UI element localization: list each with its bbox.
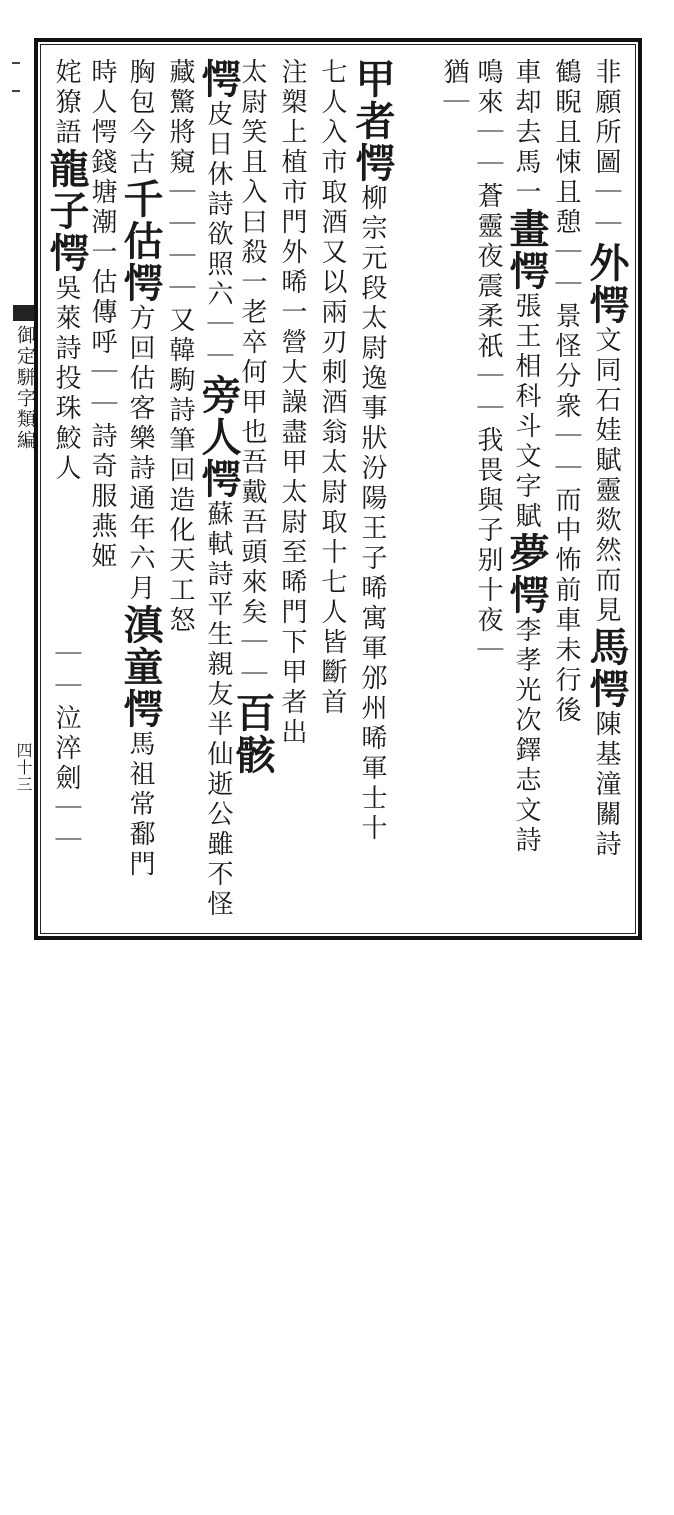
repeat-mark: ｜｜: [165, 178, 195, 242]
text-column: [349, 58, 396, 933]
repeat-mark: ｜｜: [87, 358, 117, 422]
entry-text: 柳宗元段太尉逸事狀汾陽王子晞寓軍邠州晞軍士十: [357, 184, 387, 844]
entry-text: 詩奇服燕姬: [87, 422, 117, 572]
entry-text: 吳萊詩投珠鮫人: [51, 274, 81, 484]
entry-text: 鳴來: [473, 58, 503, 118]
entry-heading: 百骸: [229, 692, 276, 776]
entry-text: 而中怖: [551, 486, 581, 576]
margin-tick: [12, 62, 20, 64]
entry-text: 七人入市取酒又以兩刃刺酒翁太尉取十七人皆斷首: [317, 58, 347, 718]
repeat-mark: ｜｜: [51, 794, 81, 858]
text-column: [583, 58, 630, 933]
entry-text: 時人愕: [87, 58, 117, 148]
entry-heading: 滇童愕: [117, 604, 164, 730]
entry-text: 蘇軾詩平生親友半仙逝公雖不怪: [203, 500, 233, 920]
entry-heading: 千估愕: [117, 178, 164, 304]
entry-text: 車却去馬一: [511, 58, 541, 208]
text-column: [160, 58, 200, 933]
entry-text: 蒼靈夜震柔祇: [473, 182, 503, 362]
entry-text: 我畏與子别十夜: [473, 426, 503, 636]
entry-heading: 畫愕: [503, 208, 550, 292]
repeat-mark: ｜｜: [591, 178, 621, 242]
text-column: [468, 58, 508, 933]
repeat-mark: ｜｜: [473, 362, 503, 426]
repeat-mark: ｜｜: [165, 242, 195, 306]
margin-tick: [12, 90, 20, 92]
text-column: [117, 58, 164, 933]
repeat-mark: ｜｜: [551, 238, 581, 302]
page-number: 四十三: [14, 742, 33, 793]
repeat-mark: ｜｜: [473, 118, 503, 182]
entry-text: 李孝光次鐸志文詩: [511, 616, 541, 856]
entry-text: 張王相科斗文字賦: [511, 292, 541, 532]
text-column: [272, 58, 312, 933]
entry-text: 景怪分衆: [551, 302, 581, 422]
fish-tail-mark: [13, 305, 35, 321]
repeat-mark: ｜｜: [203, 310, 233, 374]
entry-text: 皮日休詩欲照六: [203, 100, 233, 310]
entry-text: 藏驚將窺: [165, 58, 195, 178]
entry-text: 注槊上植市門外晞一營大譟盡甲太尉至晞門下甲者出: [277, 58, 307, 748]
entry-text: 胸包今古: [125, 58, 155, 178]
entry-heading: 甲者愕: [349, 58, 396, 184]
page-margin: [4, 0, 38, 978]
entry-text: 前車未行後: [551, 576, 581, 726]
repeat-mark: ｜｜: [551, 422, 581, 486]
entry-text: 方回估客樂詩通年六月: [125, 304, 155, 604]
entry-heading: 龍子愕: [43, 148, 90, 274]
entry-heading: 馬愕: [583, 626, 630, 710]
text-column: [546, 58, 586, 933]
repeat-mark: ｜｜: [237, 628, 267, 692]
repeat-mark: ｜: [473, 636, 503, 668]
text-column: [503, 58, 550, 933]
entry-text: 又韓駒詩筆回造化天工怒: [165, 306, 195, 636]
repeat-mark: ｜｜: [51, 640, 81, 704]
entry-text: 馬祖常鄱門: [125, 730, 155, 880]
book-title: 御定駢字類編: [14, 325, 36, 451]
entry-text: 泣淬劍: [51, 704, 81, 794]
text-column: [312, 58, 352, 933]
entry-text: 猶: [439, 58, 469, 88]
entry-heading: 夢愕: [503, 532, 550, 616]
entry-text: 陳基潼關詩: [591, 710, 621, 860]
text-column: [195, 58, 242, 933]
entry-text: 非願所圖: [591, 58, 621, 178]
entry-text: 鶴睨且悚且憩: [551, 58, 581, 238]
repeat-mark: ｜: [439, 88, 469, 120]
text-column: [434, 58, 474, 933]
entry-heading: 外愕: [583, 242, 630, 326]
entry-text: 錢塘潮一估傳呼: [87, 148, 117, 358]
entry-heading: 愕: [195, 58, 242, 100]
entry-text: 太尉笑且入曰殺一老卒何甲也吾戴吾頭來矣: [237, 58, 267, 628]
entry-heading: 旁人愕: [195, 374, 242, 500]
entry-text: 姹獠語: [51, 58, 81, 148]
entry-text: 文同石娃賦靈欻然而見: [591, 326, 621, 626]
text-column: [46, 640, 86, 1515]
